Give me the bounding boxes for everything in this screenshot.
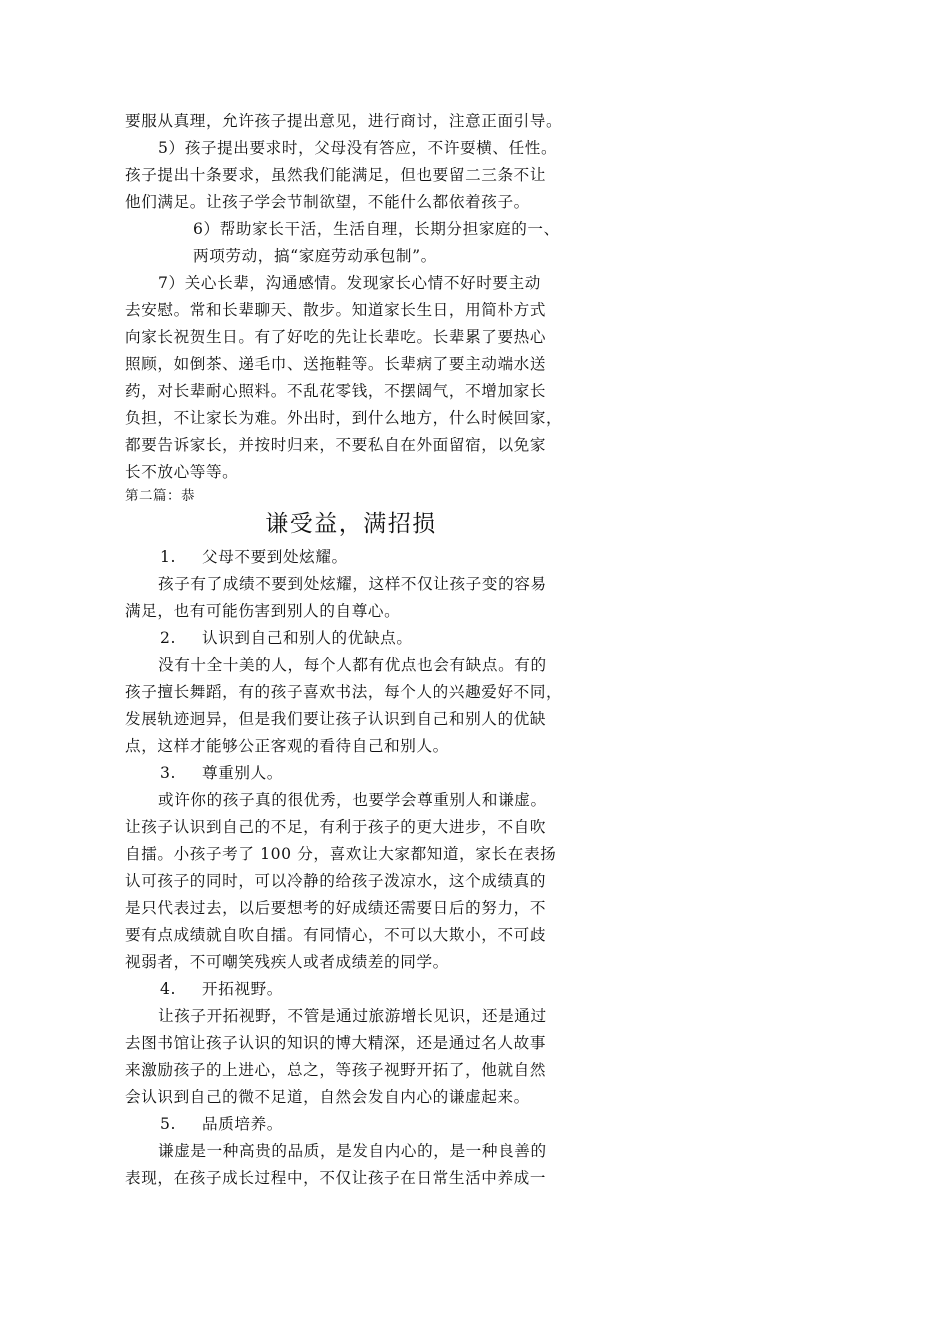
text-line: 去图书馆让孩子认识的知识的博大精深，还是通过名人故事 <box>125 1034 547 1052</box>
text-line: 没有十全十美的人，每个人都有优点也会有缺点。有的 <box>158 656 547 674</box>
section-title: 谦受益，满招损 <box>265 511 437 537</box>
item-heading <box>125 976 577 1003</box>
text-line: 让孩子开拓视野，不管是通过旅游增长见识，还是通过 <box>158 1007 547 1025</box>
text-line: 是只代表过去，以后要想考的好成绩还需要日后的努力，不 <box>125 899 547 917</box>
text-line: 7）关心长辈，沟通感情。发现家长心情不好时要主动 <box>158 274 541 292</box>
text-line: 来激励孩子的上进心，总之，等孩子视野开拓了，他就自然 <box>125 1061 547 1079</box>
text-line: 两项劳动，搞“家庭劳动承包制”。 <box>193 247 437 265</box>
item-number: 3. <box>160 764 177 782</box>
document-page <box>125 108 577 1192</box>
item-number: 2. <box>160 629 177 647</box>
paragraph-7 <box>125 270 577 486</box>
text-line: 向家长祝贺生日。有了好吃的先让长辈吃。长辈累了要热心 <box>125 328 547 346</box>
text-line: 长不放心等等。 <box>125 463 239 481</box>
item-heading <box>125 1111 577 1138</box>
text-line: 孩子提出十条要求，虽然我们能满足，但也要留二三条不让 <box>125 166 547 184</box>
item-2 <box>125 625 577 760</box>
item-5 <box>125 1111 577 1192</box>
text-line: 或许你的孩子真的很优秀，也要学会尊重别人和谦虚。 <box>158 791 547 809</box>
text-line: 满足，也有可能伤害到别人的自尊心。 <box>125 602 401 620</box>
text-line: 自擂。小孩子考了 100 分，喜欢让大家都知道，家长在表扬 <box>125 845 557 863</box>
text-line: 要有点成绩就自吹自擂。有同情心，不可以大欺小，不可歧 <box>125 926 547 944</box>
text-line: 让孩子认识到自己的不足，有利于孩子的更大进步，不自吹 <box>125 818 547 836</box>
text-line: 照顾，如倒茶、递毛巾、送拖鞋等。长辈病了要主动端水送 <box>125 355 547 373</box>
paragraph-1 <box>125 108 577 135</box>
item-heading <box>125 760 577 787</box>
section-header: 第二篇：恭 <box>125 488 195 504</box>
item-number: 5. <box>160 1115 177 1133</box>
item-heading <box>125 625 577 652</box>
text-line: 孩子擅长舞蹈，有的孩子喜欢书法，每个人的兴趣爱好不同， <box>125 683 563 701</box>
text-line: 点，这样才能够公正客观的看待自己和别人。 <box>125 737 449 755</box>
item-heading-text: 认识到自己和别人的优缺点。 <box>202 629 413 647</box>
text-line: 表现，在孩子成长过程中，不仅让孩子在日常生活中养成一 <box>125 1169 547 1187</box>
item-4 <box>125 976 577 1111</box>
text-line: 药，对长辈耐心照料。不乱花零钱，不摆阔气，不增加家长 <box>125 382 547 400</box>
item-heading-text: 开拓视野。 <box>202 980 283 998</box>
item-number: 1. <box>160 548 177 566</box>
text-line: 都要告诉家长，并按时归来，不要私自在外面留宿，以免家 <box>125 436 547 454</box>
text-line: 视弱者，不可嘲笑残疾人或者成绩差的同学。 <box>125 953 449 971</box>
item-heading-text: 父母不要到处炫耀。 <box>202 548 348 566</box>
paragraph-5 <box>125 135 577 216</box>
text-line: 他们满足。让孩子学会节制欲望，不能什么都依着孩子。 <box>125 193 530 211</box>
item-1 <box>125 544 577 625</box>
text-line: 会认识到自己的微不足道，自然会发自内心的谦虚起来。 <box>125 1088 530 1106</box>
item-heading-text: 品质培养。 <box>202 1115 283 1133</box>
text-line: 5）孩子提出要求时，父母没有答应，不许耍横、任性。 <box>158 139 558 157</box>
paragraph-6 <box>125 216 577 270</box>
item-heading-text: 尊重别人。 <box>202 764 283 782</box>
text-line: 6）帮助家长干活，生活自理，长期分担家庭的一、 <box>193 220 560 238</box>
text-line: 负担，不让家长为难。外出时，到什么地方，什么时候回家， <box>125 409 563 427</box>
item-heading <box>125 544 577 571</box>
text-line: 发展轨迹迥异，但是我们要让孩子认识到自己和别人的优缺 <box>125 710 547 728</box>
text-line: 去安慰。常和长辈聊天、散步。知道家长生日，用简朴方式 <box>125 301 547 319</box>
item-3 <box>125 760 577 976</box>
item-number: 4. <box>160 980 177 998</box>
text-line: 要服从真理，允许孩子提出意见，进行商讨，注意正面引导。 <box>125 112 563 130</box>
text-line: 孩子有了成绩不要到处炫耀，这样不仅让孩子变的容易 <box>158 575 547 593</box>
text-line: 谦虚是一种高贵的品质，是发自内心的，是一种良善的 <box>158 1142 547 1160</box>
text-line: 认可孩子的同时，可以冷静的给孩子泼凉水，这个成绩真的 <box>125 872 547 890</box>
